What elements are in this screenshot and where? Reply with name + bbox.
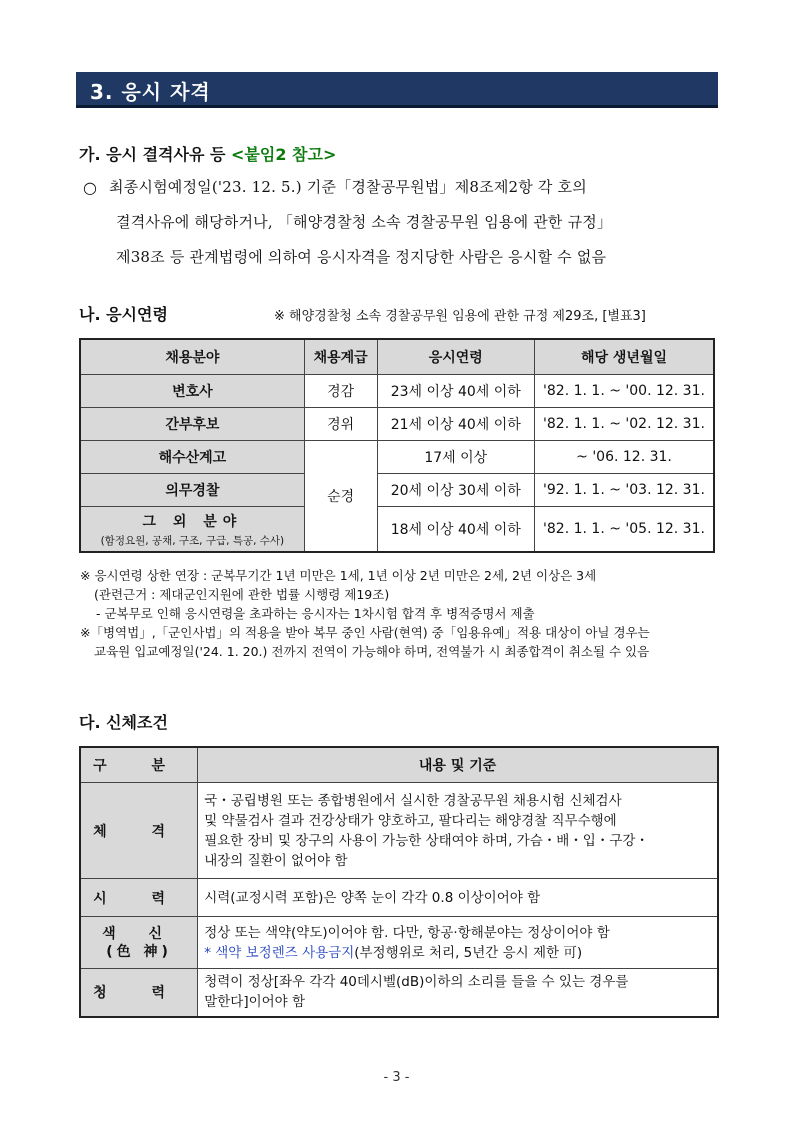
page-number: - 3 - xyxy=(383,1070,410,1085)
sub-a-title: 가. 응시 결격사유 등 xyxy=(79,145,226,164)
table-row xyxy=(80,474,714,507)
table-header: 구 분 xyxy=(80,747,198,783)
birth-cell: '82. 1. 1. ~ '00. 12. 31. xyxy=(535,375,714,408)
field-cell: 간부후보 xyxy=(80,408,304,441)
content-line: 말한다]이어야 함 xyxy=(204,994,306,1011)
field-label: 그 외 분야 xyxy=(142,513,243,530)
rank-cell: 순경 xyxy=(304,441,377,553)
note-line: (관련근거 : 제대군인지원에 관한 법률 시행령 제19조) xyxy=(94,587,390,602)
rank-cell: 경위 xyxy=(304,408,377,441)
sub-a-line: 결격사유에 해당하거나, 「해양경찰청 소속 경찰공무원 임용에 관한 규정」 xyxy=(116,213,613,231)
content-line: 국・공립병원 또는 종합병원에서 실시한 경찰공무원 채용시험 신체검사 xyxy=(204,792,622,809)
field-cell: 해수산계고 xyxy=(80,441,304,474)
row-label: 시 력 xyxy=(80,879,198,917)
table-header: 해당 생년월일 xyxy=(535,339,714,375)
age-cell: 21세 이상 40세 이하 xyxy=(377,408,534,441)
age-cell: 20세 이상 30세 이하 xyxy=(377,474,534,507)
birth-cell: '82. 1. 1. ~ '02. 12. 31. xyxy=(535,408,714,441)
age-notes xyxy=(80,566,720,661)
sub-a-line: 제38조 등 관계법령에 의하여 응시자격을 정지당한 사람은 응시할 수 없음 xyxy=(116,248,607,266)
row-content xyxy=(198,783,718,879)
row-content xyxy=(198,879,718,917)
birth-cell: ~ '06. 12. 31. xyxy=(535,441,714,474)
birth-cell: '92. 1. 1. ~ '03. 12. 31. xyxy=(535,474,714,507)
sub-a-heading xyxy=(79,142,336,165)
age-cell: 17세 이상 xyxy=(377,441,534,474)
age-table xyxy=(79,338,715,553)
row-label xyxy=(80,917,198,969)
table-header: 채용분야 xyxy=(80,339,304,375)
content-line: 시력(교정시력 포함)은 양쪽 눈이 각각 0.8 이상이어야 함 xyxy=(204,889,541,906)
physical-table xyxy=(79,746,719,1018)
sub-a-paragraph xyxy=(109,171,719,203)
row-content xyxy=(198,969,718,1017)
age-cell: 18세 이상 40세 이하 xyxy=(377,507,534,553)
row-content xyxy=(198,917,718,969)
note-line: - 군복무로 인해 응시연령을 초과하는 응시자는 1차시험 합격 후 병적증명서 제출 xyxy=(96,606,535,621)
table-header: 응시연령 xyxy=(377,339,534,375)
table-header: 내용 및 기준 xyxy=(198,747,718,783)
sub-b-title: 나. 응시연령 xyxy=(79,305,168,324)
table-header-row xyxy=(80,339,714,375)
table-header-row xyxy=(80,747,718,783)
content-line: 청력이 정상[좌우 각각 40데시벨(dB)이하의 소리를 들을 수 있는 경우를 xyxy=(204,974,629,991)
sub-c-title: 다. 신체조건 xyxy=(79,713,168,732)
content-line: 및 약물검사 결과 건강상태가 양호하고, 팔다리는 해양경찰 직무수행에 xyxy=(204,812,617,829)
table-row xyxy=(80,441,714,474)
section-banner xyxy=(76,72,718,108)
section-title: 3. 응시 자격 xyxy=(90,80,211,104)
row-label-main: 색 신 xyxy=(102,925,177,942)
age-cell: 23세 이상 40세 이하 xyxy=(377,375,534,408)
note-line: ※「병역법」,「군인사법」의 적용을 받아 복무 중인 사람(현역) 중「임용유예」적용 대상이 아닐 경우는 xyxy=(80,625,650,640)
table-row xyxy=(80,969,718,1017)
note-line: 교육원 입교예정일('24. 1. 20.) 전까지 전역이 가능해야 하며, 전역불가 시 최종합격이 취소될 수 있음 xyxy=(94,644,650,659)
table-row xyxy=(80,783,718,879)
sub-a-line-wrap xyxy=(116,206,719,238)
content-line xyxy=(204,943,711,963)
content-text: (부정행위로 처리, 5년간 응시 제한 可) xyxy=(354,944,583,961)
table-row xyxy=(80,375,714,408)
field-cell xyxy=(80,507,304,553)
bullet-icon: ○ xyxy=(83,178,97,197)
row-label: 청 력 xyxy=(80,969,198,1017)
note-line: ※ 응시연령 상한 연장 : 군복무기간 1년 미만은 1세, 1년 이상 2년 미만은 2세, 2년 이상은 3세 xyxy=(80,568,597,583)
rank-cell: 경감 xyxy=(304,375,377,408)
content-line: 필요한 장비 및 장구의 사용이 가능한 상태여야 하며, 가슴・배・입・구강・ xyxy=(204,832,649,849)
birth-cell: '82. 1. 1. ~ '05. 12. 31. xyxy=(535,507,714,553)
sub-a-line: 최종시험예정일('23. 12. 5.) 기준「경찰공무원법」제8조제2항 각 호의 xyxy=(109,178,587,196)
table-row xyxy=(80,917,718,969)
table-header: 채용계급 xyxy=(304,339,377,375)
table-row xyxy=(80,507,714,553)
table-row xyxy=(80,879,718,917)
sub-a-ref: <붙임2 참고> xyxy=(231,145,337,164)
content-line: 정상 또는 색약(약도)이어야 함. 다만, 항공·항해분야는 정상이어야 함 xyxy=(204,924,610,941)
row-label-sub: (色 神) xyxy=(106,943,172,960)
field-sublabel: (함정요원, 공채, 구조, 구급, 특공, 수사) xyxy=(100,534,285,547)
field-cell: 변호사 xyxy=(80,375,304,408)
highlight-text: * 색약 보정렌즈 사용금지 xyxy=(204,944,355,961)
content-line: 내장의 질환이 없어야 함 xyxy=(204,852,348,869)
field-cell: 의무경찰 xyxy=(80,474,304,507)
sub-a-line-wrap xyxy=(116,241,719,273)
row-label: 체 격 xyxy=(80,783,198,879)
sub-b-note: ※ 해양경찰청 소속 경찰공무원 임용에 관한 규정 제29조, [별표3] xyxy=(274,309,646,324)
table-row xyxy=(80,408,714,441)
